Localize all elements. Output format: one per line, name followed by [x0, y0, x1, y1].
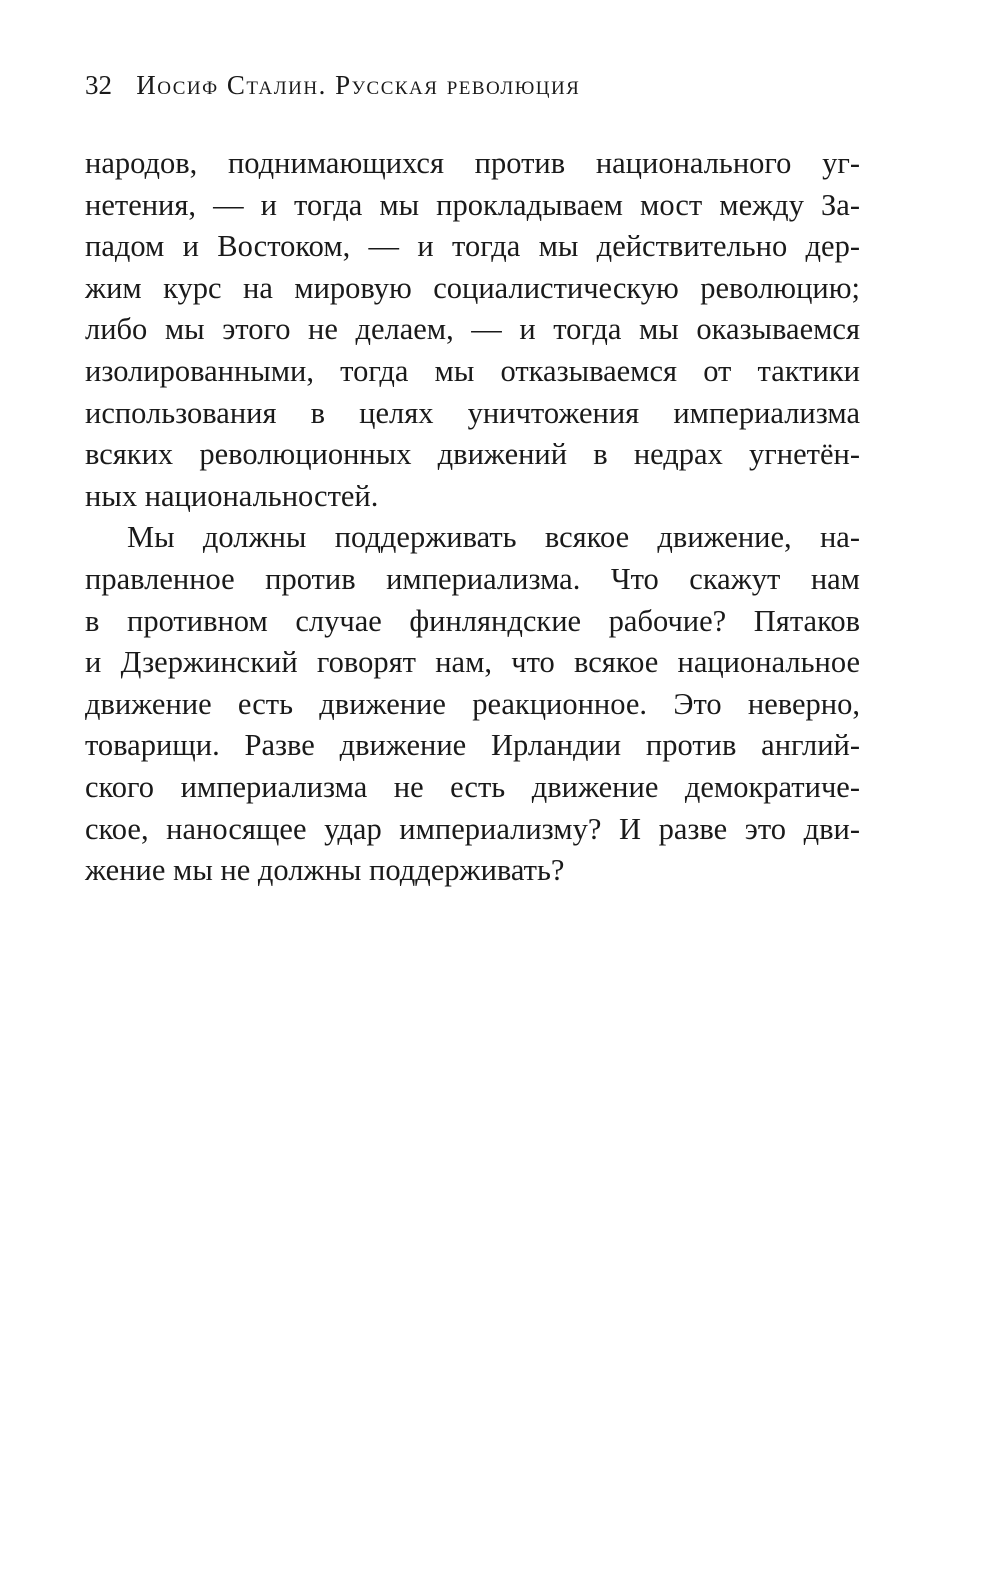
paragraph-2 — [85, 517, 860, 891]
page-number: 32 — [85, 70, 112, 100]
text-line: ское, наносящее удар империализму? И разве это дви- — [85, 811, 860, 846]
text-line: ского империализма не есть движение демократиче- — [85, 769, 860, 804]
text-line: движение есть движение реакционное. Это неверно, — [85, 686, 860, 721]
text-line: использования в целях уничтожения империализма — [85, 395, 860, 430]
text-line: нетения, — и тогда мы прокладываем мост между За- — [85, 187, 860, 222]
text-line: в противном случае финляндские рабочие? Пятаков — [85, 603, 860, 638]
paragraph-1 — [85, 143, 860, 517]
text-line: народов, поднимающихся против национального уг- — [85, 146, 860, 180]
text-line: всяких революционных движений в недрах угнетён- — [85, 437, 860, 472]
text-line: падом и Востоком, — и тогда мы действительно дер- — [85, 229, 860, 264]
text-line: жение мы не должны поддерживать? — [85, 853, 565, 888]
text-line: правленное против империализма. Что скажут нам — [85, 561, 860, 596]
body-text — [85, 143, 860, 892]
text-line: товарищи. Разве движение Ирландии против англий- — [85, 728, 860, 763]
running-title: Иосиф Сталин. Русская революция — [136, 70, 581, 100]
text-line: либо мы этого не делаем, — и тогда мы оказываемся — [85, 312, 860, 347]
running-head — [85, 70, 580, 101]
text-line: ных национальностей. — [85, 478, 379, 513]
text-line: изолированными, тогда мы отказываемся от тактики — [85, 353, 860, 388]
text-line: Мы должны поддерживать всякое движение, на- — [127, 520, 860, 555]
text-line: и Дзержинский говорят нам, что всякое национальное — [85, 645, 860, 680]
text-line: жим курс на мировую социалистическую революцию; — [85, 270, 860, 305]
